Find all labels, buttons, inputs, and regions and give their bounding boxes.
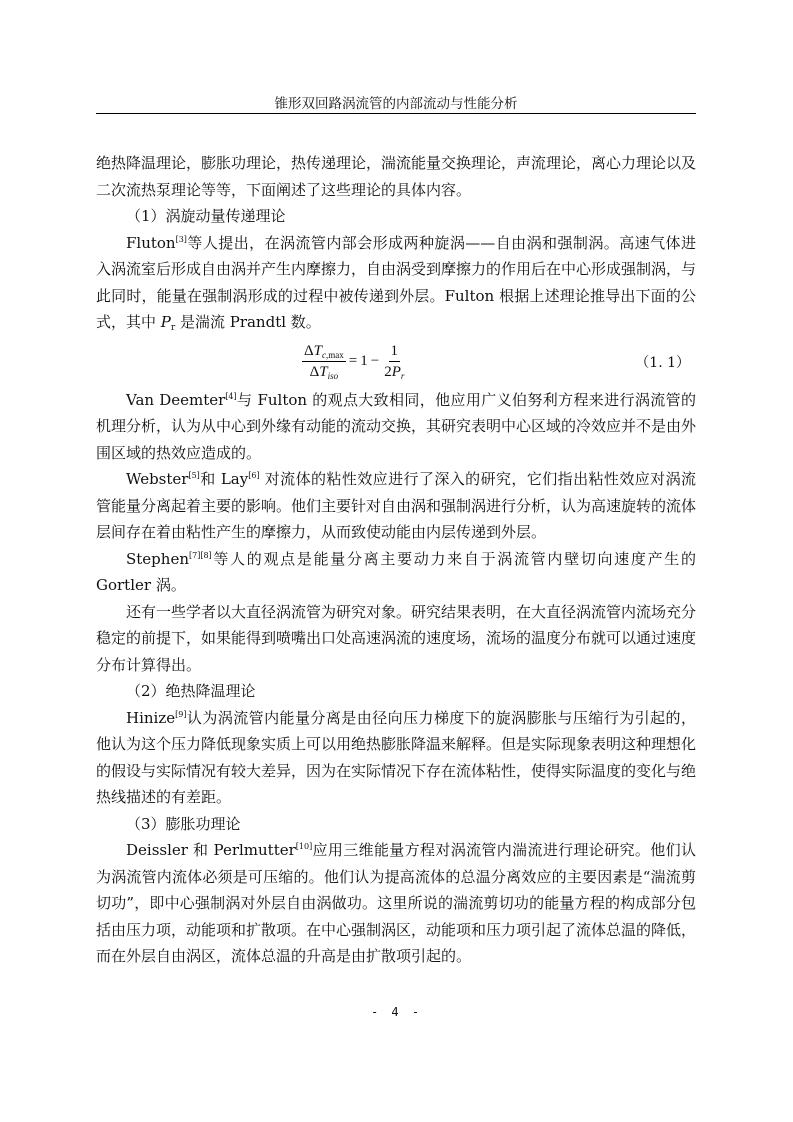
paragraph-text: 等人的观点是能量分离主要动力来自于涡流管内壁切向速度产生的 Gortler 涡。 [96, 549, 696, 594]
sub-r: r [400, 371, 405, 381]
page-number: - 4 - [370, 1005, 423, 1019]
lhs-fraction [302, 341, 346, 382]
citation-ref: [10] [295, 842, 313, 851]
var-p: P [160, 313, 171, 331]
paragraph-text: 是湍流 Prandtl 数。 [175, 313, 321, 331]
page-body [96, 150, 696, 970]
var-p: P [391, 364, 401, 380]
paragraph-text: 认为涡流管内能量分离是由径向压力梯度下的旋涡膨胀与压缩行为引起的，他认为这个压力降低现象实质上可以用绝热膨胀降温来解释。但是实际现象表明这种理想化的假设与实际情况有较大差异，因为在实际情况下存在流体粘性，使得实际温度的变化与绝热线描述的有差距。 [96, 708, 697, 806]
author-name: Hinize [126, 708, 176, 727]
var-t: T [313, 343, 322, 359]
author-name: Deissler 和 Perlmutter [126, 841, 296, 859]
var-sub-r: r [170, 323, 176, 333]
citation-ref: [7][8] [188, 550, 212, 560]
citation-ref: [5] [188, 471, 200, 480]
paragraph-text: 等人提出，在涡流管内部会形成两种旋涡——自由涡和强制涡。高速气体进入涡流室后形成自由涡并产生内摩擦力，自由涡受到摩擦力的作用后在中心形成强制涡，与此同时，能量在强制涡形成的过程中被传递到外层。Fulton 根据上述理论推导出下面的公式，其中 [96, 233, 697, 331]
coef-two: 2 [384, 364, 392, 380]
author-name: Fluton [126, 233, 176, 252]
delta-symbol: Δ [309, 364, 320, 380]
minus-sign: − [370, 353, 380, 370]
paragraph-fluton [96, 230, 696, 336]
author-name: Stephen [126, 549, 189, 568]
author-name: Webster [126, 470, 189, 488]
paragraph-deissler-perlmutter [96, 837, 696, 970]
one-term: 1 [360, 353, 368, 370]
citation-ref: [6] [248, 471, 260, 480]
citation-ref: [3] [175, 234, 187, 244]
citation-ref: [9] [175, 709, 187, 719]
paragraph-webster-lay [96, 466, 696, 546]
rhs-fraction [382, 341, 406, 382]
paragraph-text: 应用三维能量方程对涡流管内湍流进行理论研究。他们认为涡流管内流体必须是可压缩的。他们认为提高流体的总温分离效应的主要因素是“湍流剪切功”，即中心强制涡对外层自由涡做功。这里所说的湍流剪切功的能量方程的构成部分包括由压力项，动能项和扩散项。在中心强制涡区，动能项和压力项引起了流体总温的降低，而在外层自由涡区，流体总温的升高是由扩散项引起的。 [96, 841, 697, 965]
sub-iso: iso [327, 371, 339, 381]
equation-1-1 [96, 338, 696, 386]
citation-ref: [4] [225, 391, 237, 401]
paragraph-stephen [96, 546, 696, 599]
delta-symbol: Δ [304, 343, 314, 359]
equals-sign: = [348, 353, 358, 370]
running-header: 锥形双回路涡流管的内部流动与性能分析 [274, 96, 518, 112]
paragraph-van-deemter [96, 387, 696, 467]
paragraph-large-diameter: 还有一些学者以大直径涡流管为研究对象。研究结果表明，在大直径涡流管内流场充分稳定的前提下，如果能得到喷嘴出口处高速涡流的速度场，流场的温度分布就可以通过速度分布计算得出。 [96, 602, 697, 674]
lhs-denominator [308, 362, 341, 382]
paragraph-intro-continued: 绝热降温理论，膨胀功理论，热传递理论，湍流能量交换理论，声流理论，离心力理论以及二次流热泵理论等等，下面阐述了这些理论的具体内容。 [96, 154, 697, 199]
sub-c: c, [322, 350, 329, 360]
paragraph-text: 与 Fulton 的观点大致相同，他应用广义伯努利方程来进行涡流管的机理分析，认为从中心到外缘有动能的流动交换，其研究表明中心区域的冷效应并不是由外围区域的热效应造成的。 [96, 390, 697, 462]
section-heading-vortex-momentum: （1）涡旋动量传递理论 [126, 207, 286, 225]
header-rule [96, 113, 696, 114]
equation-number: （1. 1） [635, 354, 690, 371]
equation-body [302, 338, 406, 386]
section-heading-expansion-work: （3）膨胀功理论 [126, 814, 241, 833]
rhs-denominator [382, 362, 406, 382]
sub-max: max [328, 350, 344, 360]
rhs-numerator: 1 [389, 341, 401, 362]
author-name: Van Deemter [126, 390, 226, 409]
paragraph-text: 和 Lay [199, 470, 249, 488]
var-t: T [319, 364, 328, 380]
paragraph-text: 对流体的粘性效应进行了深入的研究，它们指出粘性效应对涡流管能量分离起着主要的影响。他们主要针对自由涡和强制涡进行分析，认为高速旋转的流体层间存在着由粘性产生的摩擦力，从而致使动能由内层传递到外层。 [96, 470, 697, 541]
lhs-numerator [302, 341, 346, 362]
paragraph-hinize [96, 705, 696, 811]
section-heading-adiabatic-cooling: （2）绝热降温理论 [126, 682, 256, 700]
